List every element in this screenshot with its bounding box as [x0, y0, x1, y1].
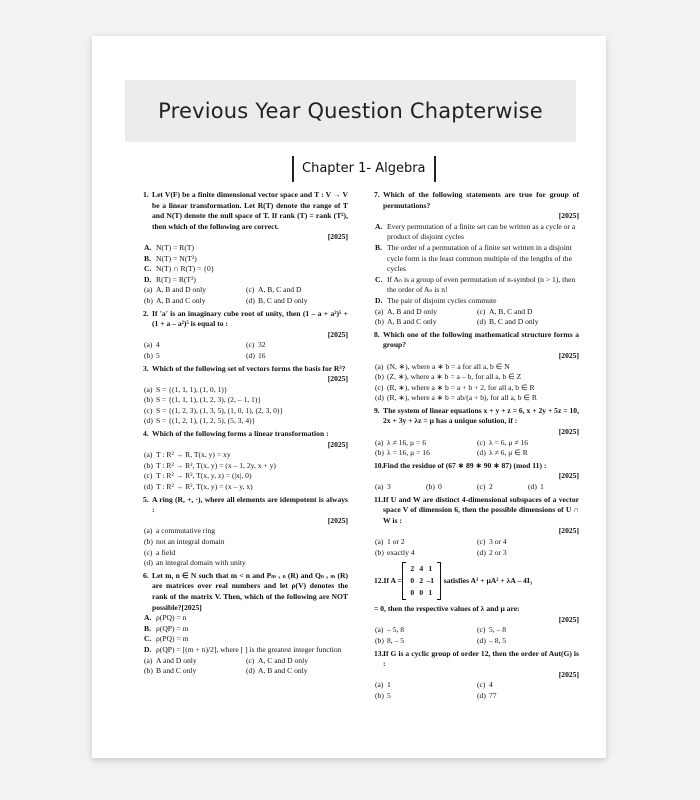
statement-label: A. — [375, 221, 383, 231]
statement-text: ρ(QP) = [(m + n)/2], where [ ] is the greatest integer function — [156, 644, 342, 654]
question-item — [143, 571, 348, 677]
statement-text: Every permutation of a finite set can be written as a cycle or a product of disjoint cycles — [387, 221, 576, 242]
title-banner — [125, 80, 576, 142]
answer-option — [477, 438, 579, 449]
option-label: (a) — [144, 340, 153, 350]
answer-option — [143, 537, 348, 548]
year-tag: [2025] — [327, 329, 348, 339]
option-text: 5 — [156, 350, 160, 360]
answer-option — [143, 385, 348, 396]
answer-option — [375, 448, 477, 459]
answer-option — [143, 526, 348, 537]
option-text: (Z, ∗), where a ∗ b = a – b, for all a, b ∈ Z — [387, 372, 522, 382]
statement-item — [143, 624, 348, 635]
question-stem — [143, 429, 348, 440]
option-text: 2 — [489, 482, 493, 492]
option-label: (a) — [375, 437, 384, 447]
option-text: 1 or 2 — [387, 537, 405, 546]
question-number: 1. — [143, 190, 149, 199]
question-stem — [143, 309, 348, 330]
document-page — [92, 36, 606, 758]
answer-option — [375, 636, 477, 647]
answer-option — [375, 548, 477, 559]
statement-text: ρ(PQ) = m — [156, 634, 189, 644]
question-number: 10. — [374, 460, 384, 470]
option-row — [143, 666, 348, 677]
question-number: 12. — [374, 575, 384, 585]
question-item — [143, 190, 348, 307]
option-text: 4 — [156, 340, 160, 350]
statement-label: C. — [144, 264, 152, 274]
matrix-entry: 0 — [410, 576, 415, 586]
answer-option — [246, 340, 348, 351]
option-label: (c) — [477, 437, 486, 447]
question-stem — [374, 406, 579, 427]
question-item — [374, 562, 579, 646]
option-label: (c) — [246, 285, 255, 295]
option-text: 1 — [540, 482, 544, 492]
statement-text: R(T) = R(T²) — [156, 274, 196, 284]
year-tag: [2025] — [558, 350, 579, 360]
page-title: Previous Year Question Chapterwise — [158, 99, 543, 123]
question-number: 2. — [143, 308, 149, 318]
option-label: (a) — [375, 306, 384, 316]
option-text: A, B, C and D — [258, 285, 302, 295]
matrix-left-bracket — [402, 562, 406, 600]
question-text: Find the residue of (67 ∗ 89 ∗ 90 ∗ 87) (mod 11) : — [383, 460, 547, 470]
question-text: The system of linear equations x + y + z = 6, x + 2y + 5z = 10, 2x + 3y + λz = μ has a unique solution, if : — [383, 405, 579, 426]
statement-text: The order of a permutation of a finite set written in a disjoint cycle form is the least common multiple of the lengths of the cycles — [387, 242, 572, 274]
question-number: 9. — [374, 405, 380, 415]
option-row — [374, 482, 579, 493]
question-text: If U and W are distinct 4-dimensional subspaces of a vector space V of dimension 6, then the possible dimensions of U ∩ W is : — [383, 494, 579, 525]
option-label: (b) — [375, 317, 384, 327]
answer-option — [143, 558, 348, 569]
option-text: – 8, 5 — [489, 635, 507, 645]
answer-option — [477, 537, 579, 548]
answer-option — [144, 351, 246, 362]
option-label: (a) — [144, 384, 153, 394]
statement-item — [143, 243, 348, 254]
answer-option — [477, 680, 579, 691]
option-label: (a) — [375, 482, 384, 492]
matrix-entry: –1 — [426, 576, 435, 586]
option-text: A, B and C only — [258, 666, 308, 676]
option-text: 2 or 3 — [489, 547, 507, 557]
question-text: Which one of the following mathematical structure forms a group? — [383, 329, 579, 350]
question-prefix: If A = — [383, 575, 402, 585]
year-tag: [2025] — [327, 515, 348, 525]
option-text: 5, – 8 — [489, 625, 507, 635]
answer-option — [375, 307, 477, 318]
option-text: λ ≠ 16, μ = 6 — [387, 437, 426, 447]
question-number: 3. — [143, 363, 149, 373]
question-stem — [143, 495, 348, 516]
option-text: – 5, 8 — [387, 625, 405, 635]
answer-option — [375, 625, 477, 636]
option-label: (a) — [144, 285, 153, 295]
question-item — [374, 406, 579, 459]
answer-option — [143, 461, 348, 472]
answer-option — [374, 372, 579, 383]
answer-option — [375, 680, 477, 691]
option-label: (d) — [477, 448, 486, 458]
question-stem — [374, 330, 579, 351]
answer-option — [143, 450, 348, 461]
question-text: A ring (R, +, ·), where all elements are idempotent is always : — [152, 494, 348, 515]
option-label: (d) — [144, 482, 153, 492]
option-text: 4 — [489, 680, 493, 690]
option-label: (d) — [144, 558, 153, 568]
question-item — [143, 309, 348, 362]
statement-item — [374, 275, 579, 296]
question-stem — [143, 571, 348, 613]
option-label: (a) — [375, 625, 384, 635]
matrix-entry: 0 — [410, 588, 415, 598]
option-label: (a) — [375, 537, 384, 546]
option-row — [374, 317, 579, 328]
option-label: (d) — [477, 635, 486, 645]
option-text: T : R² → R², T(x, y) = (x – y, x) — [156, 482, 253, 492]
option-row — [143, 351, 348, 362]
question-text: Let V(F) be a finite dimensional vector space and T : V → V be a linear transformation. Let R(T) denote the range of T and N(T) denote the null space of T. If rank (T) = rank (T²), then which of the following are correct. — [152, 190, 348, 231]
answer-option — [246, 296, 348, 307]
option-row — [374, 537, 579, 548]
question-continuation: = 0, then the respective values of λ and μ are: — [374, 604, 520, 614]
option-text: T : R² → R², T(x, y) = (x – 1, 2y, x + y) — [156, 460, 276, 470]
statement-text: N(T) = R(T) — [156, 242, 195, 252]
question-text: Let m, n ∈ N such that m < n and Pₘ ₓ ₙ (R) and Qₙ ₓ ₘ (R) are matrices over real numbers and let ρ(V) denotes the rank of the matrix V. Then, which of the following are NOT possible?[2025] — [152, 570, 348, 612]
option-label: (a) — [144, 526, 153, 536]
option-label: (d) — [528, 482, 537, 492]
question-number: 11. — [374, 494, 384, 504]
year-tag: [2025] — [558, 669, 579, 679]
option-text: A, B and D only — [387, 306, 437, 316]
answer-option — [375, 317, 477, 328]
statement-item — [374, 243, 579, 275]
option-label: (c) — [477, 482, 486, 492]
option-label: (c) — [477, 625, 486, 635]
option-row — [374, 636, 579, 647]
answer-option — [143, 548, 348, 559]
option-label: (c) — [477, 537, 486, 546]
statement-label: C. — [144, 634, 152, 644]
option-text: A, C and D only — [258, 655, 308, 665]
question-text: Which of the following statements are true for group of permutations? — [383, 190, 579, 210]
option-label: (c) — [144, 471, 153, 481]
question-item — [374, 461, 579, 493]
answer-option — [477, 636, 579, 647]
option-label: (c) — [477, 306, 486, 316]
question-item — [374, 330, 579, 404]
answer-option — [477, 691, 579, 702]
answer-option — [144, 296, 246, 307]
question-item — [143, 495, 348, 569]
year-tag: [2025] — [327, 232, 348, 242]
option-text: A and D only — [156, 655, 197, 665]
question-number: 7. — [374, 190, 380, 199]
statement-text: ρ(PQ) = n — [156, 613, 187, 623]
question-item — [143, 429, 348, 493]
answer-option — [477, 548, 579, 559]
option-label: (d) — [144, 416, 153, 426]
option-label: (c) — [144, 547, 153, 557]
answer-option — [374, 362, 579, 373]
question-item — [374, 190, 579, 328]
question-text: If 'a' is an imaginary cube root of unity, then (1 – a + a²)⁵ + (1 + a – a²)⁵ is equal to : — [152, 308, 348, 329]
year-tag: [2025] — [558, 211, 579, 221]
answer-option — [477, 307, 579, 318]
option-label: (d) — [246, 666, 255, 676]
statement-text: The pair of disjoint cycles commute — [387, 295, 497, 305]
question-stem — [374, 649, 579, 670]
option-text: B, C and D only — [258, 295, 308, 305]
question-number: 13. — [374, 648, 384, 658]
question-text: If G is a cyclic group of order 12, then the order of Aut(G) is : — [383, 648, 579, 669]
option-text: S = {(1, 1, 1), (1, 2, 3), (2, – 1, 1)} — [156, 395, 262, 405]
option-label: (b) — [375, 635, 384, 645]
answer-option — [375, 482, 426, 493]
option-text: a field — [156, 547, 176, 557]
matrix-entry: 1 — [428, 564, 433, 574]
answer-option — [143, 416, 348, 427]
statement-label: D. — [375, 295, 383, 305]
option-text: S = {(1, 2, 1), (1, 2, 5), (5, 3, 4)} — [156, 416, 256, 426]
option-text: T : R² → R², T(x, y, z) = (|x|, 0) — [156, 471, 252, 481]
statement-item — [143, 634, 348, 645]
matrix-entry: 1 — [428, 588, 433, 598]
option-text: S = {(1, 1, 1), (1, 0, 1)} — [156, 384, 228, 394]
question-number: 8. — [374, 329, 380, 339]
option-text: T : R² → R, T(x, y) = xy — [156, 450, 231, 460]
option-row — [374, 438, 579, 449]
option-label: (c) — [246, 340, 255, 350]
statement-label: A. — [144, 613, 152, 623]
option-label: (a) — [375, 680, 384, 690]
option-text: A, B and C only — [387, 317, 437, 327]
question-number: 6. — [143, 570, 149, 580]
statement-item — [374, 296, 579, 307]
option-text: λ = 6, μ ≠ 16 — [489, 437, 528, 447]
option-text: 5 — [387, 690, 391, 700]
answer-option — [374, 393, 579, 404]
matrix-entries — [408, 563, 435, 599]
answer-option — [246, 656, 348, 667]
option-text: 32 — [258, 340, 266, 350]
option-label: (c) — [144, 405, 153, 415]
option-label: (a) — [144, 655, 153, 665]
left-question-column — [143, 190, 348, 679]
question-number: 4. — [143, 429, 149, 439]
statement-text: If Aₙ is a group of even permutation of n-symbol (n > 1), then the order of Aₙ is n! — [387, 274, 576, 295]
statement-label: C. — [375, 274, 383, 284]
option-label: (b) — [144, 395, 153, 405]
option-label: (a) — [375, 361, 384, 371]
option-text: λ = 16, μ = 16 — [387, 448, 430, 458]
matrix-entry: 2 — [410, 564, 415, 574]
option-text: (R, ∗), where a ∗ b = ab/(a + b), for all a, b ∈ R — [387, 393, 537, 403]
option-text: 16 — [258, 350, 266, 360]
answer-option — [477, 448, 579, 459]
matrix-a — [402, 562, 441, 600]
option-label: (b) — [144, 295, 153, 305]
option-text: (N, ∗), where a ∗ b = a for all a, b ∈ N — [387, 361, 510, 371]
option-label: (b) — [144, 537, 153, 546]
question-suffix: satisfies A³ + μA² + λA – 4I₃ — [443, 575, 533, 585]
option-text: a commutative ring — [156, 526, 216, 536]
statement-label: B. — [144, 253, 151, 263]
question-stem — [374, 495, 579, 527]
statement-text: N(T) = N(T²) — [156, 253, 197, 263]
option-text: A, B and D only — [156, 285, 206, 295]
statement-label: A. — [144, 242, 152, 252]
option-row — [143, 340, 348, 351]
option-label: (b) — [426, 482, 435, 492]
statement-text: ρ(QP) = m — [156, 623, 189, 633]
option-text: A, B, C and D — [489, 306, 533, 316]
year-tag: [2025] — [558, 427, 579, 437]
option-label: (b) — [375, 372, 384, 382]
answer-option — [477, 482, 528, 493]
year-tag: [2025] — [558, 614, 579, 624]
option-text: 3 — [387, 482, 391, 492]
right-question-column — [374, 190, 579, 704]
year-tag: [2025] — [327, 439, 348, 449]
option-row — [143, 296, 348, 307]
question-item — [374, 649, 579, 702]
question-item — [374, 495, 579, 559]
option-text: B, C and D only — [489, 317, 539, 327]
option-row — [374, 448, 579, 459]
answer-option — [375, 691, 477, 702]
answer-option — [144, 285, 246, 296]
question-number: 5. — [143, 494, 149, 504]
option-label: (d) — [246, 350, 255, 360]
option-text: 0 — [438, 482, 442, 492]
answer-option — [143, 395, 348, 406]
answer-option — [246, 351, 348, 362]
statement-label: D. — [144, 274, 152, 284]
matrix-entry: 2 — [419, 576, 424, 586]
statement-item — [143, 613, 348, 624]
option-row — [374, 680, 579, 691]
option-label: (b) — [375, 547, 384, 557]
statement-item — [374, 222, 579, 243]
question-stem — [143, 190, 348, 232]
option-text: B and C only — [156, 666, 197, 676]
option-label: (c) — [477, 680, 486, 690]
answer-option — [528, 482, 579, 493]
chapter-heading: Chapter 1- Algebra — [292, 156, 436, 182]
statement-item — [143, 254, 348, 265]
answer-option — [426, 482, 477, 493]
answer-option — [144, 340, 246, 351]
option-text: λ ≠ 6, μ ∈ R — [489, 448, 528, 458]
option-label: (d) — [477, 690, 486, 700]
option-label: (b) — [144, 350, 153, 360]
option-text: 1 — [387, 680, 391, 690]
option-row — [143, 656, 348, 667]
option-label: (d) — [477, 547, 486, 557]
question-stem — [143, 364, 348, 375]
answer-option — [375, 438, 477, 449]
option-row — [374, 691, 579, 702]
year-tag: [2025] — [327, 374, 348, 384]
option-label: (b) — [375, 690, 384, 700]
statement-item — [143, 264, 348, 275]
question-stem — [374, 190, 579, 211]
option-label: (a) — [144, 450, 153, 460]
answer-option — [477, 625, 579, 636]
option-text: 3 or 4 — [489, 537, 507, 546]
statement-label: B. — [375, 242, 382, 252]
question-stem — [374, 461, 579, 472]
option-row — [374, 625, 579, 636]
year-tag: [2025] — [558, 471, 579, 481]
question-text: Which of the following forms a linear transformation : — [152, 429, 329, 439]
option-label: (c) — [246, 655, 255, 665]
answer-option — [375, 537, 477, 548]
matrix-entry: 0 — [419, 588, 424, 598]
option-text: S = {(1, 2, 3), (1, 3, 5), (1, 0, 1), (2, 3, 0)} — [156, 405, 284, 415]
option-text: A, B and C only — [156, 295, 206, 305]
matrix-entry: 4 — [419, 564, 424, 574]
answer-option — [143, 406, 348, 417]
question-text: Which of the following set of vectors forms the basis for R³? — [152, 363, 346, 373]
option-row — [143, 285, 348, 296]
option-text: 8, – 5 — [387, 635, 405, 645]
option-text: (R, ∗), where a ∗ b = a + b + 2, for all a, b ∈ R — [387, 382, 535, 392]
statement-item — [143, 645, 348, 656]
option-label: (d) — [375, 393, 384, 403]
answer-option — [143, 471, 348, 482]
answer-option — [144, 666, 246, 677]
option-text: an integral domain with unity — [156, 558, 246, 568]
option-text: exactly 4 — [387, 547, 415, 557]
answer-option — [477, 317, 579, 328]
option-row — [374, 307, 579, 318]
option-row — [374, 548, 579, 559]
option-label: (d) — [477, 317, 486, 327]
option-label: (d) — [246, 295, 255, 305]
question-stem — [374, 562, 579, 600]
option-label: (b) — [375, 448, 384, 458]
statement-label: D. — [144, 644, 152, 654]
option-label: (c) — [375, 382, 384, 392]
option-text: 77 — [489, 690, 497, 700]
statement-label: B. — [144, 623, 151, 633]
answer-option — [374, 383, 579, 394]
question-item — [143, 364, 348, 428]
year-tag: [2025] — [558, 526, 579, 536]
option-label: (b) — [144, 666, 153, 676]
statement-item — [143, 275, 348, 286]
statement-text: N(T) ∩ R(T) = {0} — [156, 264, 215, 274]
answer-option — [246, 666, 348, 677]
answer-option — [144, 656, 246, 667]
option-label: (b) — [144, 460, 153, 470]
option-text: not an integral domain — [156, 537, 225, 546]
answer-option — [246, 285, 348, 296]
answer-option — [143, 482, 348, 493]
